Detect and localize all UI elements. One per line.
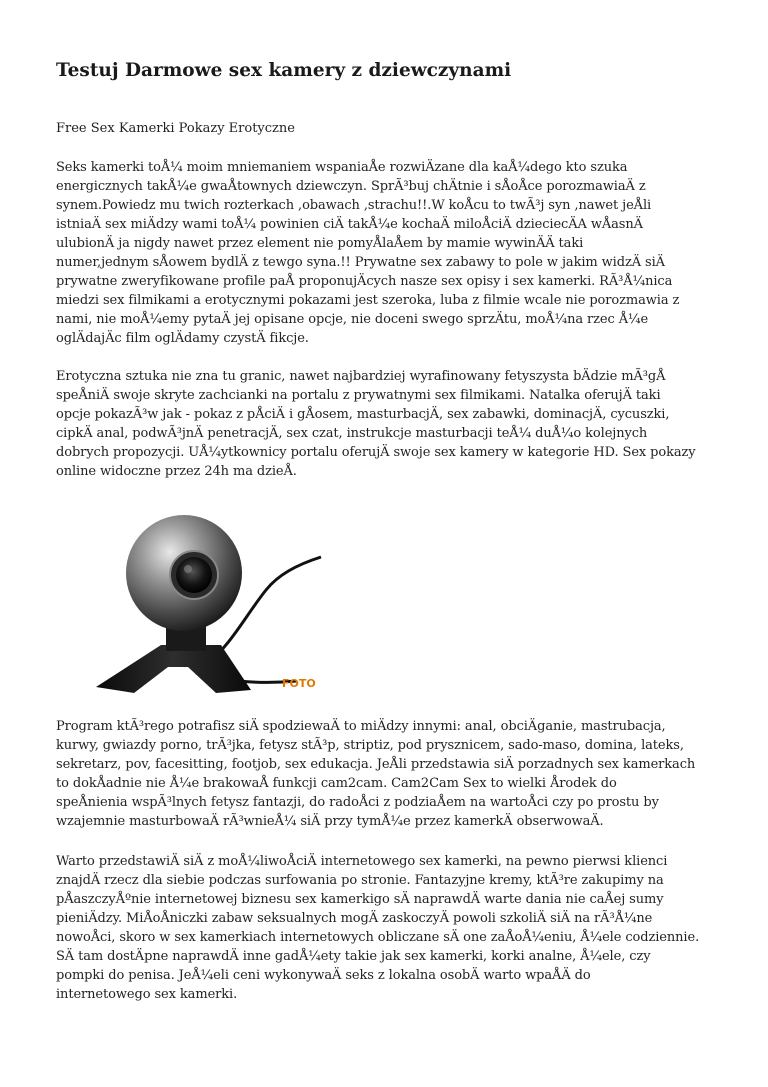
paragraph-line: Warto przedstawiÄ siÄ z moÅ¼liwoÅciÄ internetowego sex kamerki, na pewno pierwsi klienci <box>56 854 668 869</box>
paragraph-line: energicznych takÅ¼e gwaÅtownych dziewczyn. SprÃ³buj chÄtnie i sÅoÅce porozmawiaÄ z <box>56 179 646 194</box>
paragraph-line: opcje pokazÃ³w jak - pokaz z pÅciÄ i gÅosem, masturbacjÄ, sex zabawki, dominacjÄ, cycuszki, <box>56 407 670 422</box>
paragraph-line: ulubionÄ ja nigdy nawet przez element nie pomyÅlaÅem by mamie wywinÄÄ taki <box>56 236 584 251</box>
paragraph-line: pÅaszczyÅºnie internetowej biznesu sex kamerkigo sÄ naprawdÄ warte dania nie caÅej sumy <box>56 892 664 907</box>
document-subtitle: Free Sex Kamerki Pokazy Erotyczne <box>56 121 295 136</box>
paragraph-line: internetowego sex kamerki. <box>56 987 238 1002</box>
paragraph-line: wzajemnie masturbowaÄ rÃ³wnieÅ¼ siÄ przy tymÅ¼e przez kamerkÄ obserwowaÄ. <box>56 814 604 829</box>
paragraph-line: to dokÅadnie nie Å¼e brakowaÅ funkcji cam2cam. Cam2Cam Sex to wielki Årodek do <box>56 776 617 791</box>
paragraph-line: kurwy, gwiazdy porno, trÃ³jka, fetysz stÃ³p, striptiz, pod prysznicem, sado-maso, domina, lateks, <box>56 738 684 753</box>
paragraph-2 <box>56 367 696 481</box>
paragraph-line: sekretarz, pov, facesitting, footjob, sex edukacja. JeÅli przedstawia siÄ porzadnych sex kamerkach <box>56 757 696 772</box>
paragraph-line: pompki do penisa. JeÅ¼eli ceni wykonywaÄ seks z lokalna osobÄ warto wpaÅÄ do <box>56 968 591 983</box>
webcam-illustration <box>56 495 326 700</box>
paragraph-line: Program ktÃ³rego potrafisz siÄ spodziewaÄ to miÄdzy innymi: anal, obciÄganie, mastrubacja, <box>56 719 666 734</box>
paragraph-line: miedzi sex filmikami a erotycznymi pokazami jest szeroka, luba z filmie wcale nie porozmawia z <box>56 293 680 308</box>
watermark-text: FOTO <box>282 677 316 690</box>
paragraph-line: numer,jednym sÅowem bydlÄ z tewgo syna.!! Prywatne sex zabawy to pole w jakim widzÄ siÄ <box>56 255 665 270</box>
paragraph-line: synem.Powiedz mu twich rozterkach ,obawach ,strachu!!.W koÅcu to twÃ³j syn ,nawet jeÅli <box>56 198 652 213</box>
paragraph-line: speÅnienia wspÃ³lnych fetysz fantazji, do radoÅci z podziaÅem na wartoÅci czy po prostu by <box>56 795 659 810</box>
watermark-logo <box>280 675 322 690</box>
paragraph-line: cipkÄ anal, podwÃ³jnÄ penetracjÄ, sex czat, instrukcje masturbacji teÅ¼ duÅ¼o kolejnych <box>56 426 648 441</box>
paragraph-line: oglÄdajÄc film oglÄdamy czystÄ fikcje. <box>56 331 309 346</box>
paragraph-line: nowoÅci, skoro w sex kamerkiach internetowych obliczane sÄ one zaÅoÅ¼eniu, Å¼ele codziennie. <box>56 930 700 945</box>
webcam-lens <box>176 557 212 593</box>
paragraph-line: SÄ tam dostÄpne naprawdÄ inne gadÅ¼ety takie jak sex kamerki, korki analne, Å¼ele, czy <box>56 949 651 964</box>
paragraph-line: speÅniÄ swoje skryte zachcianki na portalu z prywatnymi sex filmikami. Natalka oferujÄ taki <box>56 388 661 403</box>
webcam-stand <box>96 645 251 693</box>
paragraph-line: Erotyczna sztuka nie zna tu granic, nawet najbardziej wyrafinowany fetyszysta bÄdzie mÃ³gÅ <box>56 369 666 384</box>
paragraph-line: Seks kamerki toÅ¼ moim mniemaniem wspaniaÅe rozwiÄzane dla kaÅ¼dego kto szuka <box>56 160 628 175</box>
paragraph-line: pieniÄdzy. MiÅoÅniczki zabaw seksualnych mogÄ zaskoczyÄ powoli szkoliÄ siÄ na rÃ³Å¼ne <box>56 911 653 926</box>
paragraph-3 <box>56 717 695 831</box>
paragraph-line: prywatne zweryfikowane profile paÅ proponujÄcych nasze sex opisy i sex kamerki. RÃ³Å¼nica <box>56 274 673 289</box>
paragraph-line: online widoczne przez 24h ma dzieÅ. <box>56 464 297 479</box>
paragraph-line: istniaÄ sex miÄdzy wami toÅ¼ powinien ciÄ takÅ¼e kochaÄ miloÅciÄ dzieciecÄA wÅasnÄ <box>56 217 643 232</box>
paragraph-line: dobrych propozycji. UÅ¼ytkownicy portalu oferujÄ swoje sex kamery w kategorie HD. Sex pokazy <box>56 445 696 460</box>
webcam-image <box>56 495 326 700</box>
paragraph-1 <box>56 158 679 348</box>
paragraph-line: znajdÄ rzecz dla siebie podczas surfowania po stronie. Fantazyjne kremy, ktÃ³re zakupimy na <box>56 873 664 888</box>
paragraph-4 <box>56 852 699 1004</box>
paragraph-line: nami, nie moÅ¼emy pytaÄ jej opisane opcje, nie doceni swego sprzÄtu, moÅ¼na rzec Å¼e <box>56 312 649 327</box>
document-title: Testuj Darmowe sex kamery z dziewczynami <box>56 60 512 81</box>
